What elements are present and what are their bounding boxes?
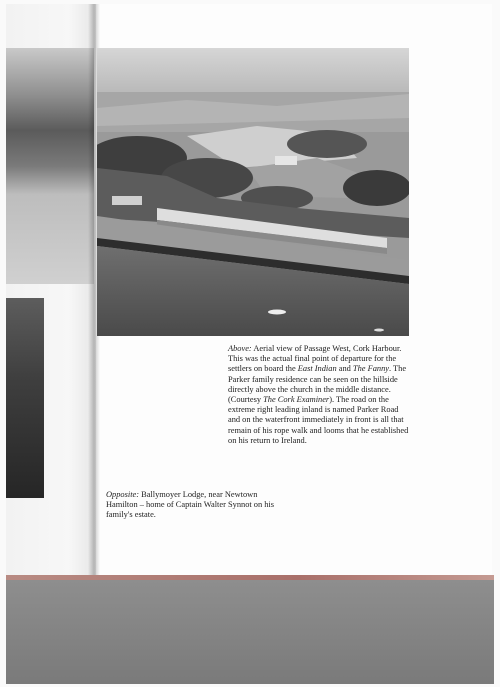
aerial-photo-illustration bbox=[97, 48, 409, 336]
newspaper-name: The Cork Examiner bbox=[263, 395, 330, 405]
caption-text: . The Parker family residence can be seen on the hillside directly above the church in the middle distance. (Courtesy bbox=[228, 364, 407, 405]
caption-text: and bbox=[336, 364, 353, 374]
ship-name: East Indian bbox=[297, 364, 337, 374]
caption-ballymoyer-lodge bbox=[106, 490, 282, 521]
book-cover-background bbox=[6, 580, 494, 684]
caption-lead-opposite: Opposite: bbox=[106, 490, 140, 499]
ship-name: The Fanny bbox=[352, 364, 389, 374]
caption-text: Ballymoyer Lodge, near Newtown Hamilton – home of Captain Walter Synnot on his family's estate. bbox=[106, 490, 275, 520]
caption-aerial-view bbox=[228, 344, 412, 446]
aerial-photo-passage-west bbox=[97, 48, 409, 336]
caption-text: ). The road on the extreme right leading inland is named Parker Road and on the waterfront immediately in front is all that remain of his rope walk and looms that he established on his return to Ireland. bbox=[228, 395, 409, 445]
left-page-photo bbox=[6, 48, 94, 284]
caption-lead-above: Above: bbox=[228, 344, 252, 353]
left-page-photo-lower bbox=[6, 298, 44, 498]
caption-text: Aerial view of Passage West, Cork Harbour. This was the actual final point of departure for the settlers on board the bbox=[228, 344, 402, 374]
